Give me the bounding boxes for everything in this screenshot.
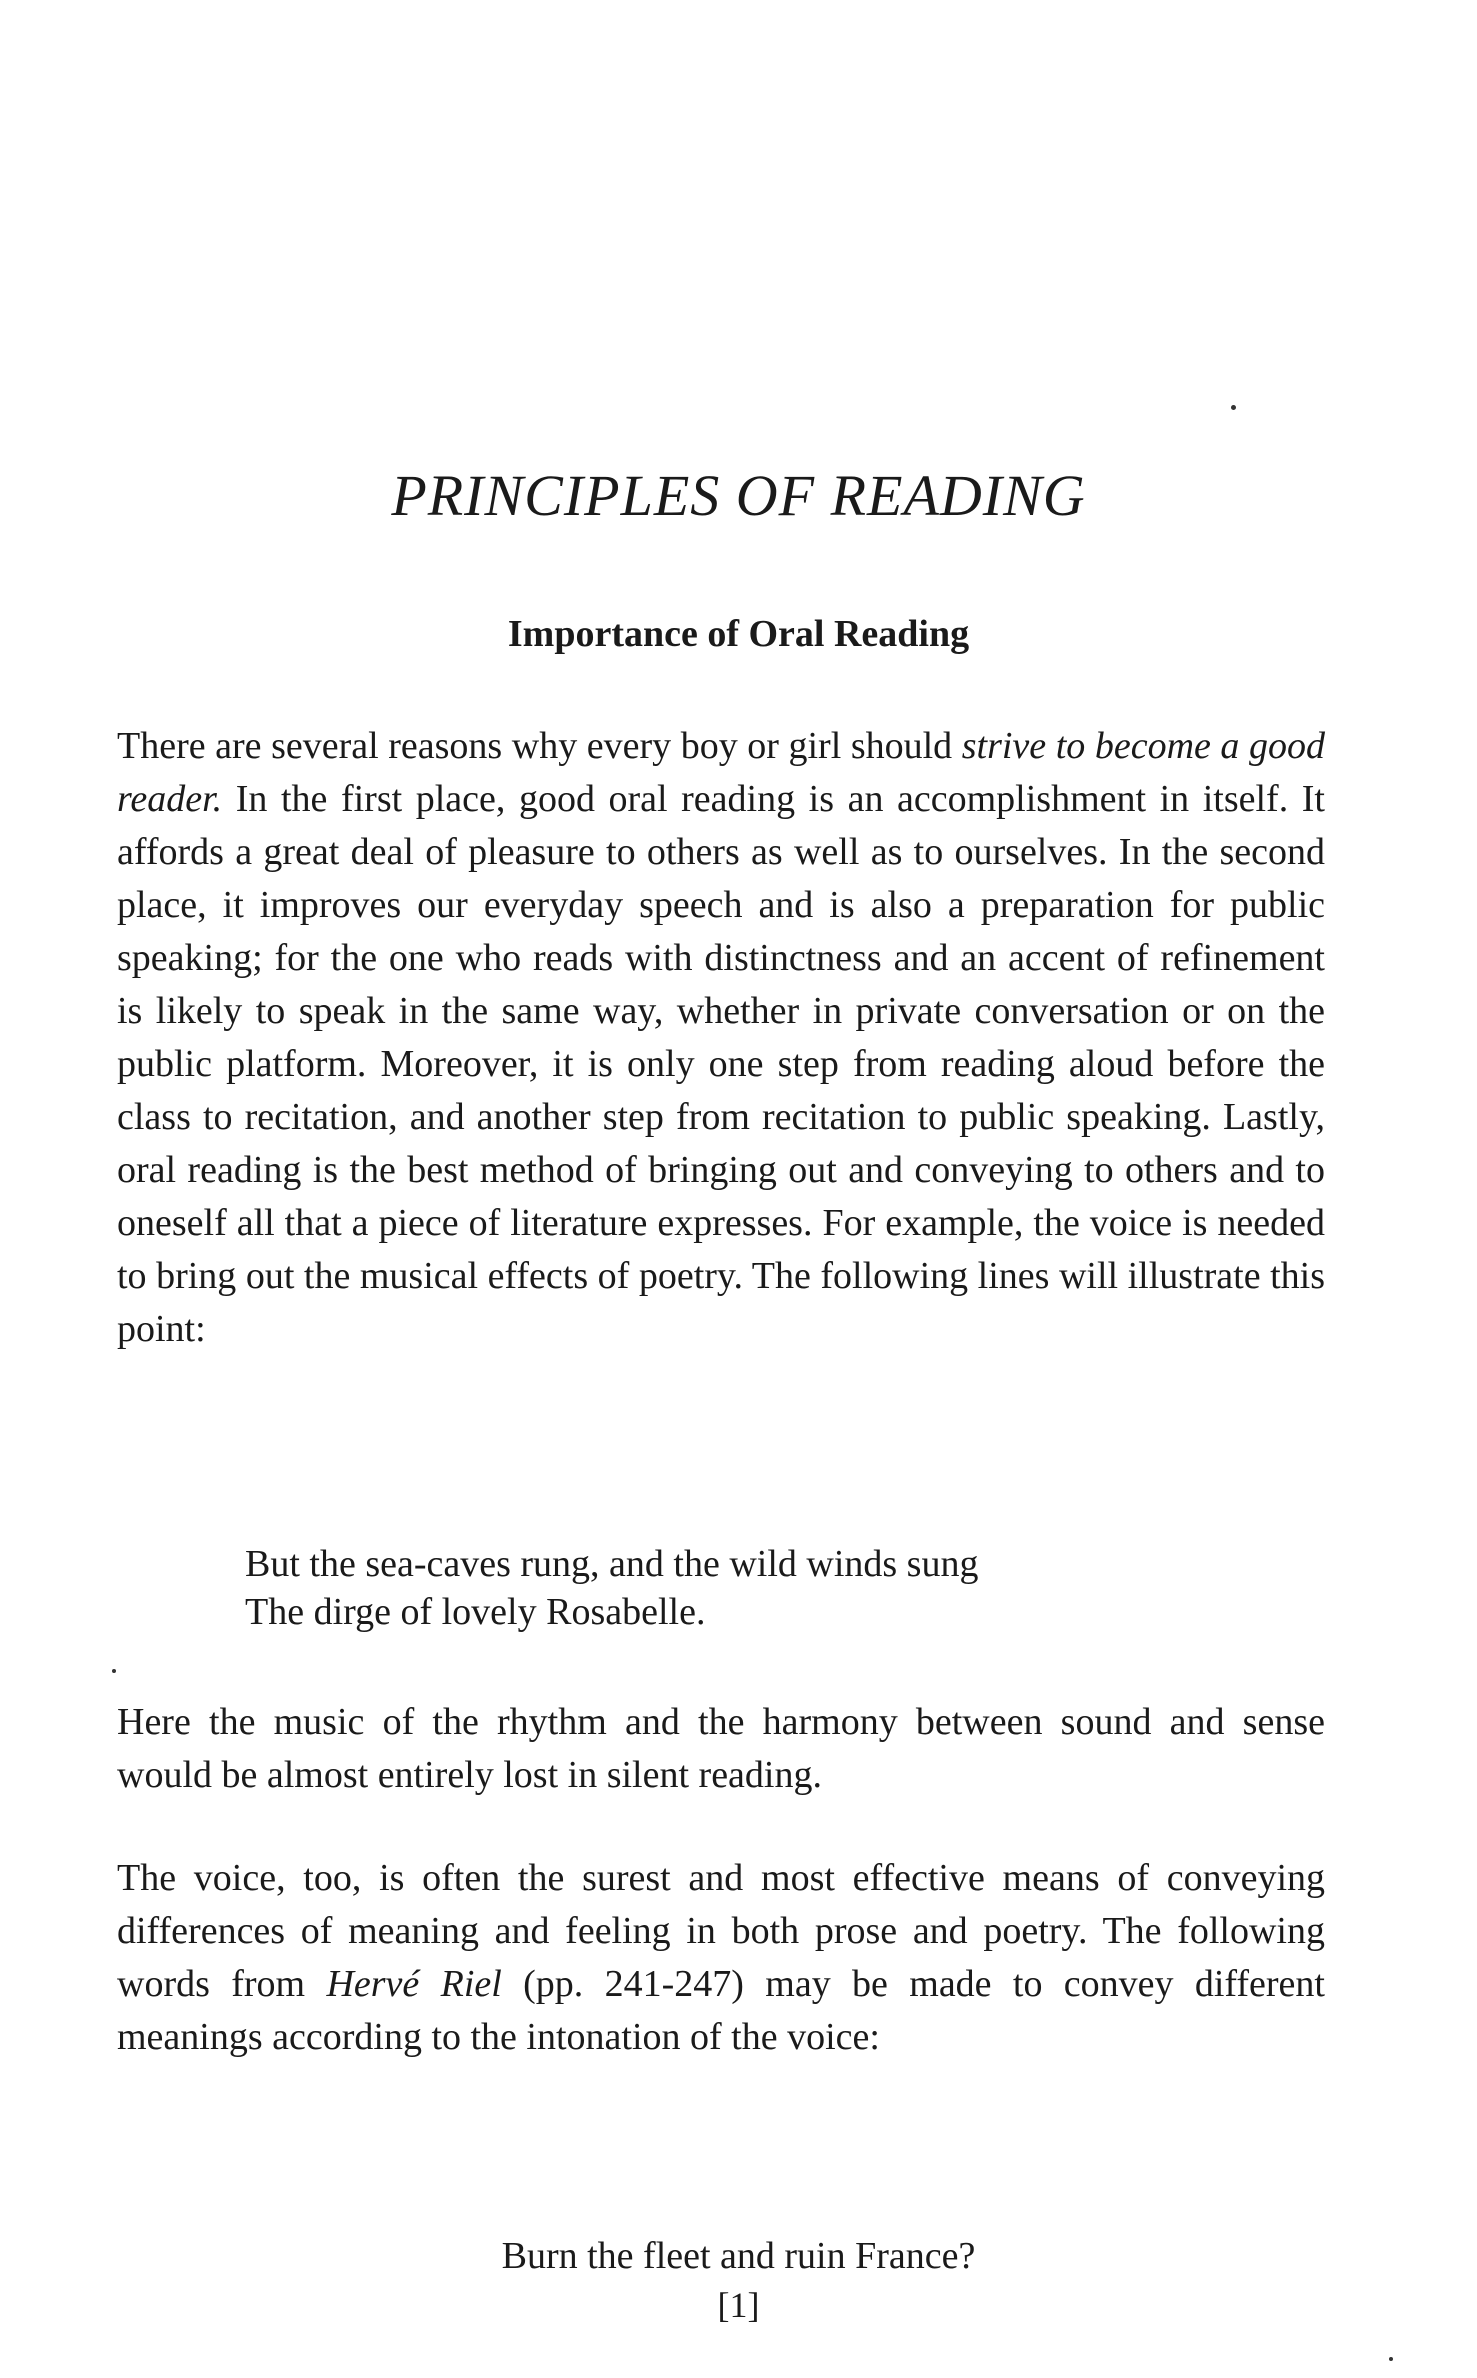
paragraph-text: In the first place, good oral reading is an accomplishment in itself. It affords a great deal of pleasure to others as well as to ourselves. In the second place, it improves our everyday speech and is also a preparation for public speaking; for the one who reads with distinctness and an accent of refinement is likely to speak in the same way, whether in private conversation or on the public platform. Moreover, it is only one step from reading aloud before the class to recitation, and another step from recitation to public speaking. Lastly, oral reading is the best method of bringing out and conveying to others and to oneself all that a piece of literature expresses. For example, the voice is needed to bring out the musical effects of poetry. The following lines will illustrate this point:: [117, 778, 1325, 1350]
paragraph-text: The voice, too, is often the surest and most effective means of conveying differences of meaning and feeling in both prose and poetry. The following words from: [117, 1857, 1325, 2005]
verse-example: Burn the fleet and ruin France?: [501, 2235, 976, 2277]
paragraph-text: There are several reasons why every boy or girl should: [117, 725, 962, 767]
paragraph-text: (pp. 241-247) may be made to convey different meanings according to the intonation of the voice:: [117, 1963, 1325, 2058]
verse-line: The dirge of lovely Rosabelle.: [245, 1591, 706, 1633]
verse-quotation: [245, 1540, 978, 1636]
speck-mark: [112, 1669, 116, 1673]
speck-mark: [1389, 2357, 1393, 2361]
page-title: PRINCIPLES OF READING: [391, 463, 1086, 528]
section-heading: Importance of Oral Reading: [507, 613, 970, 655]
paragraph-importance: [117, 720, 1325, 1356]
poem-title-reference: Hervé Riel: [326, 1963, 502, 2005]
paragraph-voice: [117, 1852, 1325, 2064]
verse-line: But the sea-caves rung, and the wild winds sung: [245, 1543, 979, 1585]
speck-mark: [1231, 405, 1236, 410]
page-number: [1]: [717, 2285, 760, 2325]
paragraph-music: Here the music of the rhythm and the harmony between sound and sense would be almost entirely lost in silent reading.: [117, 1701, 1325, 1796]
paragraph-italic-text: strive to become a good reader.: [117, 725, 1325, 820]
